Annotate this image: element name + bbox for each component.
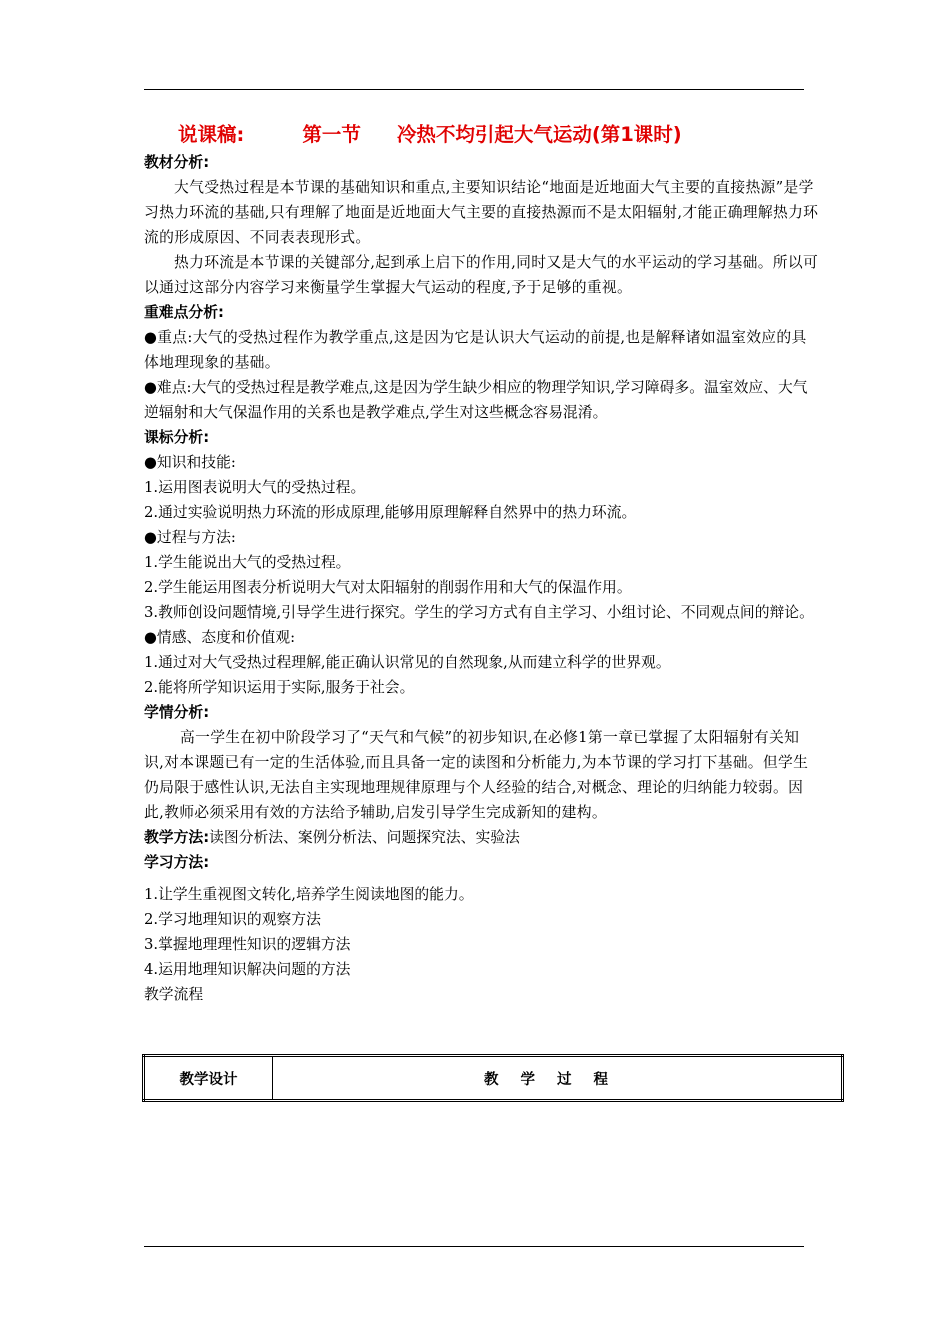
emotion-item: 2.能将所学知识运用于实际,服务于社会。 [144, 679, 415, 696]
process-item: 3.教师创设问题情境,引导学生进行探究。学生的学习方式有自主学习、小组讨论、不同观点间的辩论。 [144, 604, 814, 621]
title-prefix: 说课稿: [178, 123, 245, 146]
process-title: ●过程与方法: [144, 529, 236, 546]
page-title [144, 120, 819, 150]
learning-method-item: 4.运用地理知识解决问题的方法 [144, 961, 351, 978]
table-header-design: 教学设计 [144, 1056, 273, 1101]
emotion-item: 1.通过对大气受热过程理解,能正确认识常见的自然现象,从而建立科学的世界观。 [144, 654, 671, 671]
document-body [144, 120, 819, 1007]
header-rule [144, 89, 804, 90]
teaching-method-text: 读图分析法、案例分析法、问题探究法、实验法 [209, 829, 520, 846]
table-header-process: 教学过程 [484, 1071, 630, 1088]
emotion-title: ●情感、态度和价值观: [144, 629, 296, 646]
learning-method-item: 3.掌握地理理性知识的逻辑方法 [144, 936, 351, 953]
title-section: 第一节 [302, 123, 361, 146]
process-item: 1.学生能说出大气的受热过程。 [144, 554, 351, 571]
flow-label: 教学流程 [144, 986, 204, 1003]
key-points-heading: 重难点分析: [144, 304, 224, 321]
process-item: 2.学生能运用图表分析说明大气对太阳辐射的削弱作用和大气的保温作用。 [144, 579, 632, 596]
textbook-analysis-para-2: 热力环流是本节课的关键部分,起到承上启下的作用,同时又是大气的水平运动的学习基础。所以可以通过这部分内容学习来衡量学生掌握大气运动的程度,予于足够的重视。 [144, 254, 819, 296]
student-analysis-para: 高一学生在初中阶段学习了“天气和气候”的初步知识,在必修1第一章已掌握了太阳辐射有关知识,对本课题已有一定的生活体验,而且具备一定的读图和分析能力,为本节课的学习打下基础。但学生仍局限于感性认识,无法自主实现地理规律原理与个人经验的结合,对概念、理论的归纳能力较弱。因此,教师必须采用有效的方法给予辅助,启发引导学生完成新知的建构。 [144, 729, 809, 821]
learning-method-item: 1.让学生重视图文转化,培养学生阅读地图的能力。 [144, 886, 474, 903]
teaching-method-heading: 教学方法: [144, 829, 210, 846]
learning-method-heading: 学习方法: [144, 854, 210, 871]
title-topic: 冷热不均引起大气运动(第1课时) [396, 123, 682, 146]
standards-heading: 课标分析: [144, 429, 210, 446]
key-point: ●重点:大气的受热过程作为教学重点,这是因为它是认识大气运动的前提,也是解释诸如温室效应的具体地理现象的基础。 [144, 329, 807, 371]
knowledge-title: ●知识和技能: [144, 454, 236, 471]
teaching-method-line [144, 825, 819, 850]
footer-rule [144, 1246, 804, 1247]
student-analysis-heading: 学情分析: [144, 704, 210, 721]
teaching-flow-table [142, 1054, 844, 1102]
table-row [144, 1056, 843, 1101]
learning-method-item: 2.学习地理知识的观察方法 [144, 911, 321, 928]
difficult-point: ●难点:大气的受热过程是教学难点,这是因为学生缺少相应的物理学知识,学习障碍多。温室效应、大气逆辐射和大气保温作用的关系也是教学难点,学生对这些概念容易混淆。 [144, 379, 808, 421]
knowledge-item: 1.运用图表说明大气的受热过程。 [144, 479, 366, 496]
knowledge-item: 2.通过实验说明热力环流的形成原理,能够用原理解释自然界中的热力环流。 [144, 504, 637, 521]
textbook-analysis-heading: 教材分析: [144, 154, 210, 171]
textbook-analysis-para-1: 大气受热过程是本节课的基础知识和重点,主要知识结论“地面是近地面大气主要的直接热源”是学习热力环流的基础,只有理解了地面是近地面大气主要的直接热源而不是太阳辐射,才能正确理解热力环流的形成原因、不同表表现形式。 [144, 179, 819, 246]
